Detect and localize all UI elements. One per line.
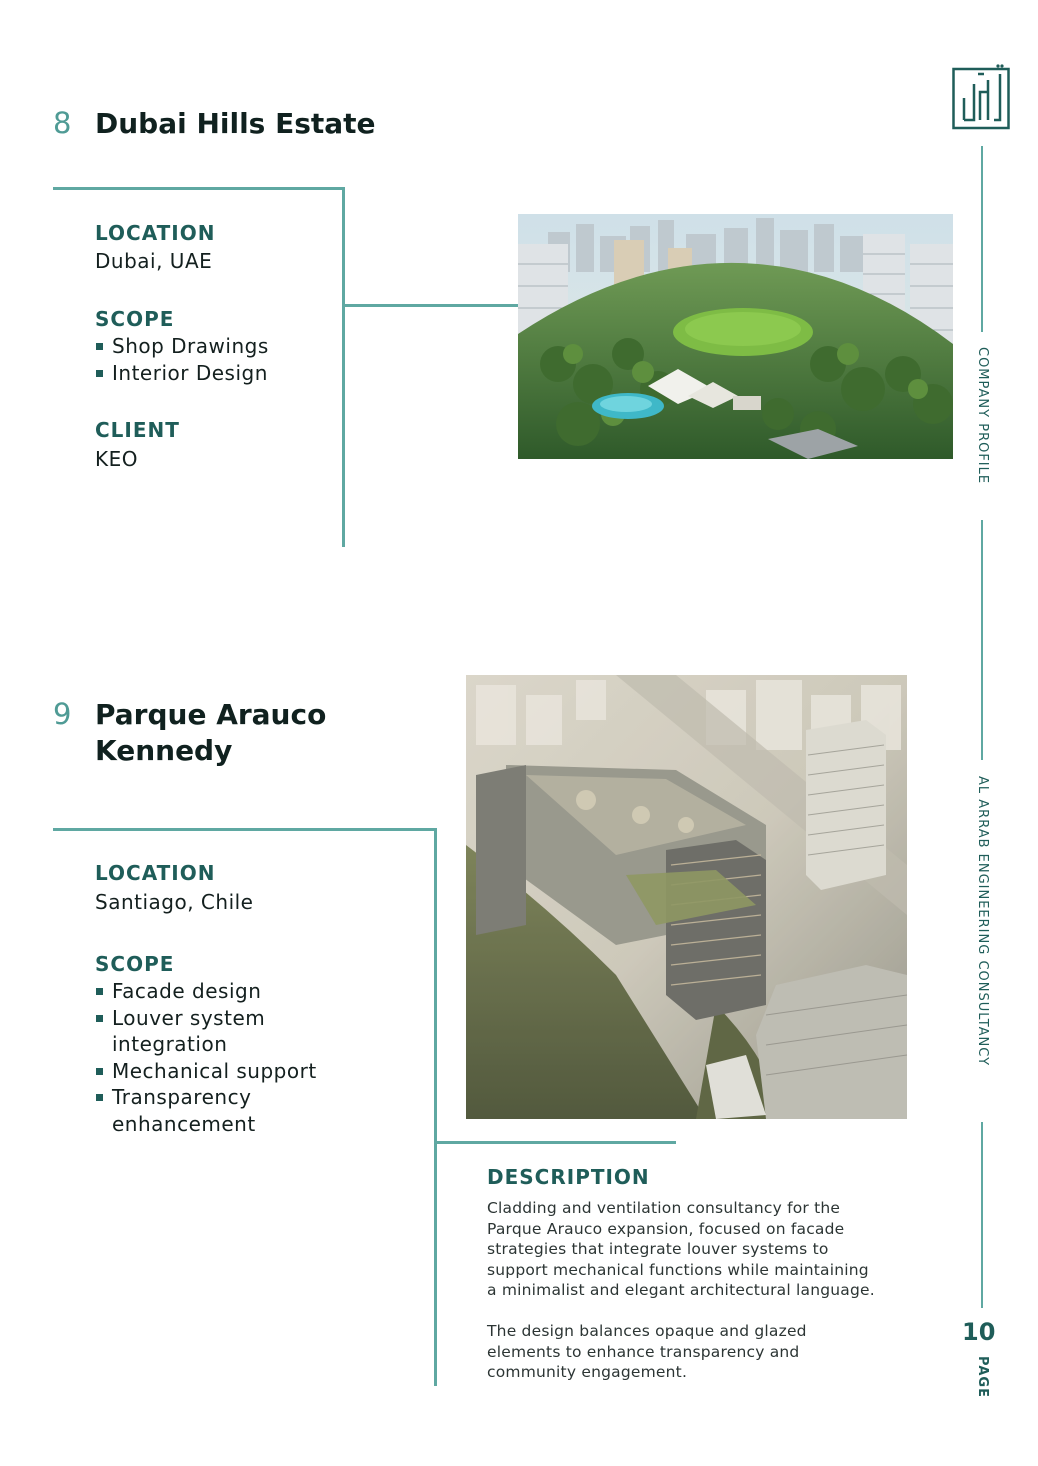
description-line: elements to enhance transparency and	[487, 1342, 800, 1361]
description-line: a minimalist and elegant architectural language.	[487, 1281, 875, 1299]
location-value: Santiago, Chile	[95, 890, 254, 914]
description-paragraph	[487, 1321, 807, 1383]
bullet-icon	[96, 1068, 103, 1075]
sidebar-divider	[981, 1122, 983, 1308]
section-frame-top	[53, 187, 345, 190]
section-frame-right	[434, 828, 437, 1386]
description-line: community engagement.	[487, 1363, 688, 1381]
list-item: Transparency	[95, 1084, 317, 1111]
sidebar-divider	[981, 520, 983, 760]
list-item-continuation: enhancement	[112, 1111, 256, 1136]
section-frame-top	[53, 828, 437, 831]
company-logo	[952, 62, 1010, 130]
project-title: Dubai Hills Estate	[95, 107, 376, 140]
photo-connector	[342, 304, 518, 307]
scope-label: SCOPE	[95, 952, 175, 976]
sidebar-divider	[981, 146, 983, 332]
location-value: Dubai, UAE	[95, 249, 213, 273]
list-item: Shop Drawings	[95, 333, 269, 360]
bullet-icon	[96, 988, 103, 995]
project-number: 8	[53, 106, 72, 140]
list-item: Facade design	[95, 978, 317, 1005]
bullet-icon	[96, 1094, 103, 1101]
description-line: Parque Arauco expansion, focused on facade	[487, 1219, 845, 1238]
list-item: Louver system	[95, 1005, 317, 1032]
parque-arauco-photo	[466, 675, 907, 1119]
page-label: PAGE	[975, 1356, 990, 1398]
description-paragraph	[487, 1198, 875, 1301]
scope-list	[95, 978, 317, 1137]
dubai-hills-photo	[518, 214, 953, 459]
location-label: LOCATION	[95, 861, 216, 885]
list-item: Interior Design	[95, 360, 269, 387]
description-line: Cladding and ventilation consultancy for the	[487, 1199, 841, 1217]
scope-label: SCOPE	[95, 307, 175, 331]
bullet-icon	[96, 343, 103, 350]
bullet-icon	[96, 1015, 103, 1022]
list-item-continuation: integration	[112, 1032, 228, 1056]
location-label: LOCATION	[95, 221, 216, 245]
project-title-line: Parque Arauco	[95, 698, 327, 731]
client-label: CLIENT	[95, 418, 180, 442]
client-value: KEO	[95, 447, 138, 471]
project-title	[95, 697, 326, 769]
description-line: support mechanical functions while maintaining	[487, 1260, 869, 1279]
sidebar-company-profile: COMPANY PROFILE	[975, 347, 990, 485]
description-label: DESCRIPTION	[487, 1165, 650, 1189]
description-connector	[434, 1141, 676, 1144]
project-title-line: Kennedy	[95, 734, 233, 767]
section-frame-right	[342, 187, 345, 547]
bullet-icon	[96, 370, 103, 377]
project-number: 9	[53, 697, 72, 731]
description-line: strategies that integrate louver systems to	[487, 1240, 829, 1258]
scope-list	[95, 333, 269, 386]
list-item: Mechanical support	[95, 1058, 317, 1085]
page-number: 10	[962, 1318, 996, 1346]
description-line: The design balances opaque and glazed	[487, 1322, 807, 1340]
sidebar-company-name: AL ARRAB ENGINEERING CONSULTANCY	[975, 776, 990, 1067]
